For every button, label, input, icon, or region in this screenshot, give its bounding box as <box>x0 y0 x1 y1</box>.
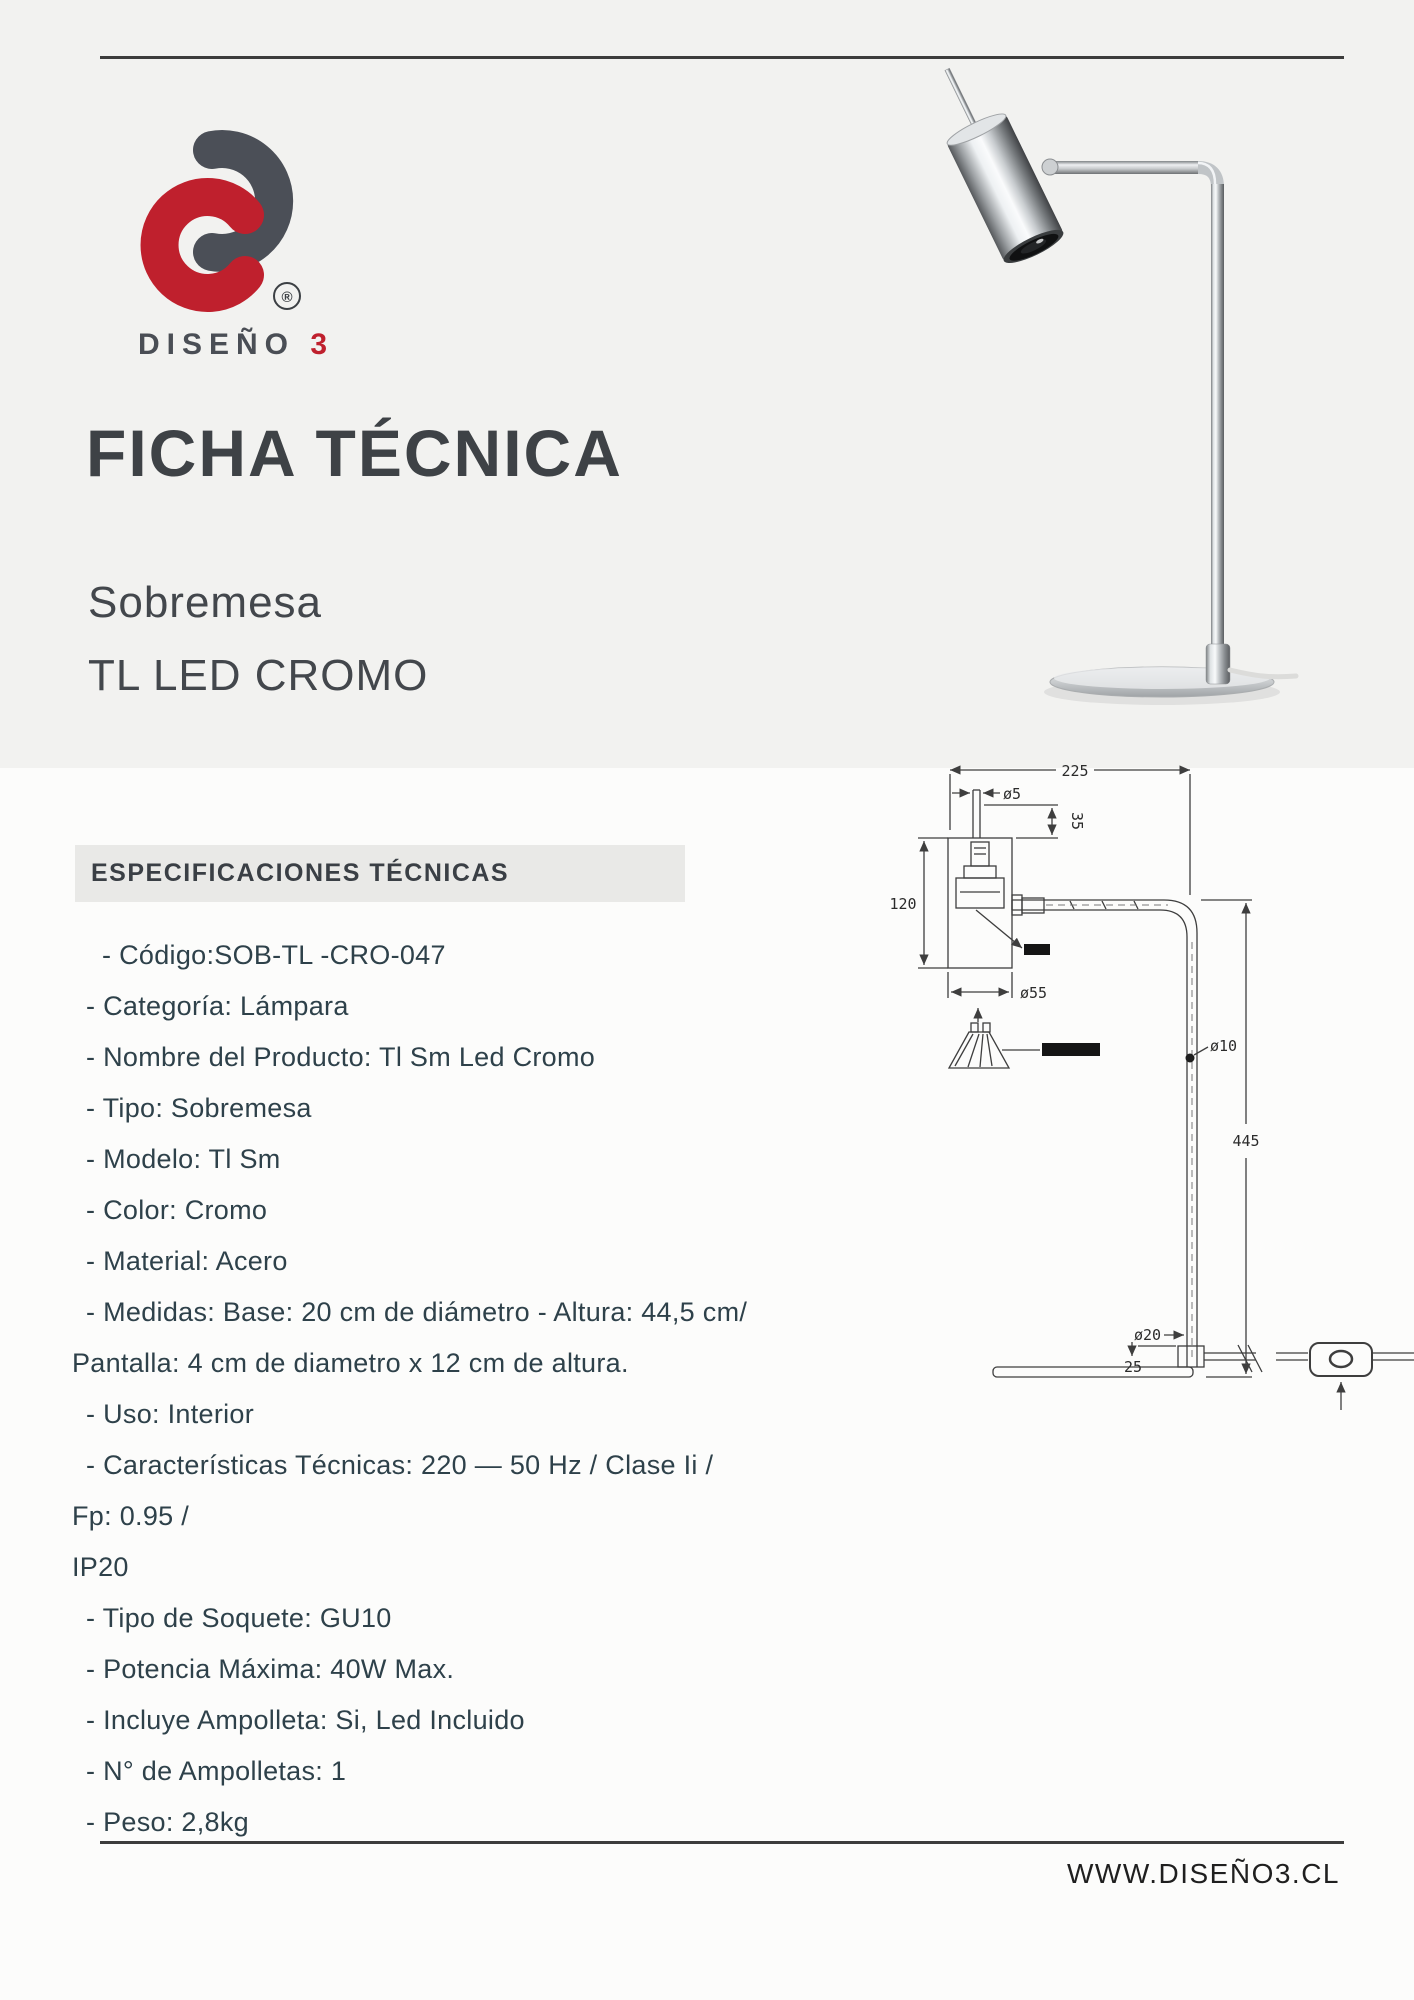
pole-dia-leader <box>1194 1047 1208 1055</box>
dim-label-o20: ø20 <box>1134 1326 1162 1344</box>
dim-label-225: 225 <box>1061 762 1089 780</box>
dim-head-diameter <box>948 972 1012 1022</box>
brand-name: DISEÑO <box>138 328 296 361</box>
dim-rod-height <box>984 805 1058 838</box>
spec-item-continuation: Pantalla: 4 cm de diametro x 12 cm de altura. <box>72 1348 629 1378</box>
dim-head-height <box>918 838 948 968</box>
spec-item: - Color: Cromo <box>86 1195 268 1225</box>
spec-item: - Código:SOB-TL -CRO-047 <box>102 940 446 970</box>
lamp-photo <box>900 60 1380 720</box>
website-url: WWW.DISEÑO3.CL <box>1066 1858 1340 1889</box>
lamp-rod <box>945 68 979 131</box>
dim-label-o55: ø55 <box>1020 984 1048 1002</box>
head-outline <box>948 838 1022 968</box>
lamp-hinge <box>1042 159 1058 175</box>
spec-item: - Peso: 2,8kg <box>86 1807 249 1837</box>
product-subtitle-line2: TL LED CROMO <box>88 651 429 700</box>
spec-item: - Tipo: Sobremesa <box>86 1093 312 1123</box>
technical-drawing <box>740 760 1414 1460</box>
spec-item: - Uso: Interior <box>86 1399 255 1429</box>
dim-mount-height <box>1132 1342 1176 1356</box>
registered-mark-icon <box>274 283 300 309</box>
spec-list <box>72 930 752 1848</box>
illegible-bulb-label <box>1042 1043 1100 1056</box>
dim-label-445: 445 <box>1232 1132 1260 1150</box>
product-subtitle-line1: Sobremesa <box>88 578 323 627</box>
top-rule <box>100 56 1344 59</box>
spec-item: - Nombre del Producto: Tl Sm Led Cromo <box>86 1042 596 1072</box>
head-rod-lines <box>973 790 980 838</box>
spec-item: - Medidas: Base: 20 cm de diámetro - Altura: 44,5 cm/ <box>86 1297 748 1327</box>
spec-item: - Características Técnicas: 220 — 50 Hz / Clase Ii / Fp: 0.95 / <box>72 1450 714 1531</box>
spec-item: - Modelo: Tl Sm <box>86 1144 281 1174</box>
gu10-bulb-symbol <box>949 1023 1040 1068</box>
spec-item: - Categoría: Lámpara <box>86 991 349 1021</box>
brand-wordmark <box>138 328 334 362</box>
spec-section-header <box>75 845 685 902</box>
lamp-base <box>1044 644 1296 705</box>
brand-number: 3 <box>310 328 335 361</box>
pole-dia-dot <box>1186 1054 1195 1063</box>
arm-pole-outline <box>1012 895 1197 1367</box>
footer-rule <box>100 1841 1344 1844</box>
dim-label-o5: ø5 <box>1003 785 1022 803</box>
dim-label-25: 25 <box>1124 1358 1143 1376</box>
spec-section-title: ESPECIFICACIONES TÉCNICAS <box>91 859 510 887</box>
product-subtitle <box>88 566 428 712</box>
spec-item: - Material: Acero <box>86 1246 288 1276</box>
page-title: FICHA TÉCNICA <box>86 416 623 490</box>
spec-item: - N° de Ampolletas: 1 <box>86 1756 347 1786</box>
spec-item: - Tipo de Soquete: GU10 <box>86 1603 392 1633</box>
registered-mark: ® <box>281 289 293 306</box>
spec-item: - Potencia Máxima: 40W Max. <box>86 1654 455 1684</box>
lamp-arm-and-pole <box>1052 161 1224 660</box>
brand-logo <box>90 90 340 320</box>
dim-label-o10: ø10 <box>1210 1037 1238 1055</box>
spec-item-continuation: IP20 <box>72 1552 129 1582</box>
illegible-socket-label <box>1024 944 1050 955</box>
base-outline <box>993 1346 1204 1377</box>
dim-label-120: 120 <box>889 895 917 913</box>
dim-label-35: 35 <box>1068 812 1086 831</box>
spec-item: - Incluye Ampolleta: Si, Led Incluido <box>86 1705 525 1735</box>
dim-top-width <box>950 770 1190 895</box>
